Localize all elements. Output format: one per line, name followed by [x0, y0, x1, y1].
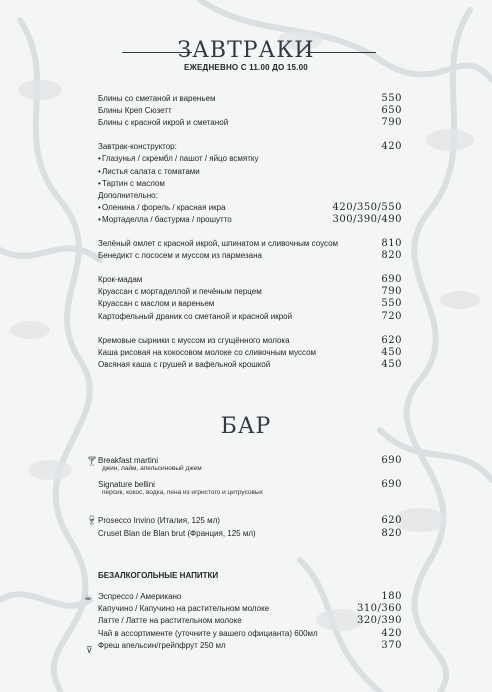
menu-item-description: джин, лайм, апельсиновый джем	[102, 465, 202, 472]
menu-item-name: Дополнительно:	[98, 190, 158, 200]
menu-item-price: 450	[381, 346, 402, 358]
menu-item-row	[98, 238, 402, 249]
menu-item-price: 310/360	[356, 603, 402, 615]
menu-item-price: 550	[381, 93, 402, 104]
menu-item-name: Cruset Blan de Blan brut (Франция, 125 мл)	[98, 529, 256, 538]
menu-item-name: • Тартин с маслом	[102, 178, 165, 189]
menu-item-price: 300/390/490	[332, 213, 402, 225]
menu-item-row	[98, 286, 402, 297]
menu-item-name: Бенедикт с лососем и муссом из пармезана	[98, 251, 262, 261]
menu-item-price: 370	[381, 639, 402, 651]
breakfast-title: ЗАВТРАКИ	[177, 38, 315, 63]
menu-item-name: Завтрак-конструктор:	[98, 142, 177, 152]
menu-item-row	[98, 105, 402, 116]
menu-item-row	[98, 479, 402, 496]
menu-item-row	[98, 335, 402, 346]
menu-item-row	[98, 311, 402, 322]
menu-item-row	[98, 515, 402, 526]
menu-item-row	[98, 250, 402, 261]
menu-item-name: Картофельный драник со сметаной и красной икрой	[98, 311, 293, 321]
menu-item-price: 790	[381, 286, 402, 298]
menu-item-name: Блины с красной икрой и сметаной	[98, 118, 229, 128]
menu-item-row	[98, 117, 402, 128]
menu-item-price: 180	[381, 591, 402, 602]
menu-item-price: 420/350/550	[332, 201, 402, 213]
menu-item-price: 620	[381, 334, 402, 346]
menu-item-row	[98, 202, 402, 213]
menu-item-row	[98, 615, 402, 626]
menu-item-price: 810	[381, 238, 402, 249]
menu-item-name: Круассан с маслом и вареньем	[98, 299, 215, 309]
menu-item-price: 420	[381, 627, 402, 639]
menu-item-name: • Мортаделла / бастурма / прошутто	[102, 214, 232, 225]
menu-item-name: Эспрессо / Американо	[98, 592, 182, 601]
menu-item-price: 450	[381, 358, 402, 370]
menu-item-price: 790	[381, 117, 402, 129]
juice-glass-icon: ⊽	[86, 645, 93, 655]
menu-item-price: 690	[381, 274, 402, 286]
menu-item-name: Breakfast martini	[98, 456, 159, 465]
menu-item-row	[98, 455, 402, 472]
menu-item-price: 820	[381, 250, 402, 262]
menu-item-row	[98, 178, 402, 189]
menu-item-name: • Оленина / форель / красная икра	[102, 202, 226, 213]
menu-item-price: 420	[381, 141, 402, 153]
menu-item-name: Фреш апельсин/грейпфрут 250 мл	[98, 640, 226, 650]
menu-item-price: 650	[381, 105, 402, 117]
menu-item-price: 320/390	[356, 615, 402, 627]
menu-item-row	[98, 141, 402, 152]
menu-item-name: Латте / Латте на растительном молоке	[98, 616, 242, 626]
menu-item-row	[98, 591, 402, 602]
menu-item-name: Овсяная каша с грушей и вафельной крошкой	[98, 359, 271, 369]
soft-drinks-heading: БЕЗАЛКОГОЛЬНЫЕ НАПИТКИ	[98, 571, 219, 580]
coffee-cup-icon: ☕︎	[84, 592, 93, 602]
menu-item-row	[98, 640, 402, 651]
menu-item-price: 690	[381, 479, 402, 490]
menu-item-price: 620	[381, 515, 402, 526]
cocktail-glass-icon: 🍸︎	[86, 456, 98, 466]
menu-item-name: Крок-мадам	[98, 275, 143, 285]
menu-item-name: Кремовые сырники с муссом из сгущённого молока	[98, 335, 290, 345]
menu-item-price: 550	[381, 298, 402, 310]
menu-item-description: персик, кокос, водка, пена из игристого и цитрусовых	[102, 489, 263, 496]
menu-item-name: Зелёный омлет с красной икрой, шпинатом и сливочным соусом	[98, 239, 339, 248]
menu-item-name: Блины Креп Сюзетт	[98, 106, 172, 116]
menu-item-name: Чай в ассортименте (уточните у вашего официанта) 600мл	[98, 628, 318, 638]
menu-item-price: 820	[381, 528, 402, 539]
menu-item-row	[98, 298, 402, 309]
menu-item-price: 690	[381, 455, 402, 466]
menu-item-row	[98, 93, 402, 104]
menu-item-name: Капучино / Капучино на растительном молоке	[98, 604, 270, 614]
menu-item-row	[98, 528, 402, 539]
menu-item-row	[98, 153, 402, 164]
menu-item-name: • Глазунья / скрембл / пашот / яйцо всмятку	[102, 153, 258, 164]
menu-item-row	[98, 190, 402, 201]
menu-item-row	[98, 214, 402, 225]
menu-item-row	[98, 347, 402, 358]
menu-item-name: Круассан с мортаделлой и печёным перцем	[98, 287, 262, 297]
menu-item-row	[98, 628, 402, 639]
menu-item-row	[98, 359, 402, 370]
menu-item-price: 720	[381, 310, 402, 322]
menu-item-name: Блины со сметаной и вареньем	[98, 94, 216, 103]
menu-item-name: Prosecco Invino (Италия, 125 мл)	[98, 516, 220, 525]
bar-title: БАР	[220, 414, 272, 439]
menu-item-row	[98, 274, 402, 285]
menu-item-row	[98, 166, 402, 177]
menu-item-name: Каша рисовая на кокосовом молоке со сливочным муссом	[98, 347, 317, 357]
menu-item-name: Signature bellini	[98, 480, 155, 489]
wine-glass-icon: 🍷︎	[86, 515, 98, 525]
menu-item-name: • Листья салата с томатами	[102, 166, 200, 177]
menu-item-row	[98, 603, 402, 614]
breakfast-hours: ЕЖЕДНЕВНО С 11.00 ДО 15.00	[184, 63, 308, 72]
